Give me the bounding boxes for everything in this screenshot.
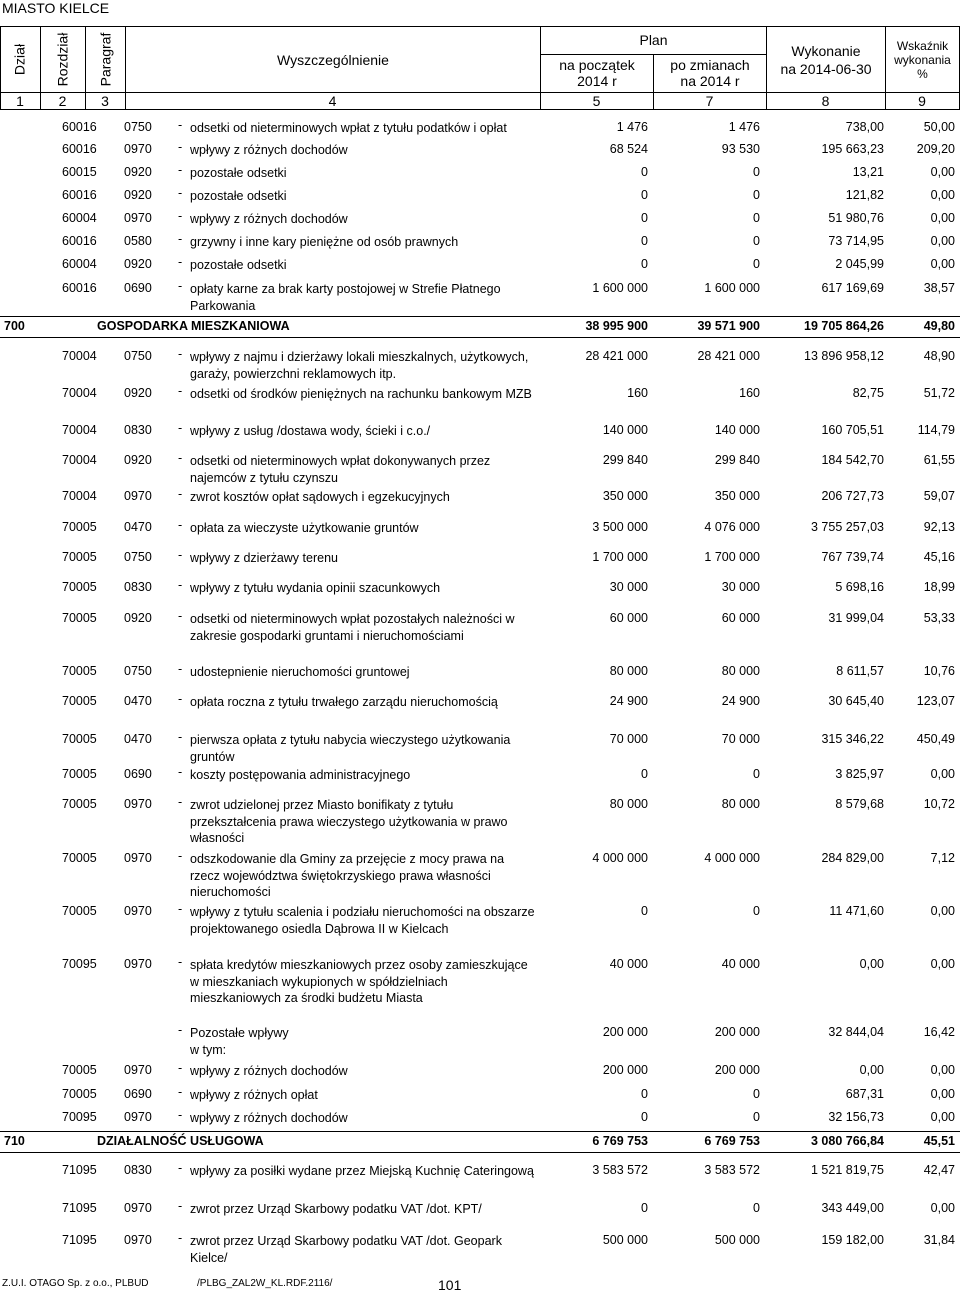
plan-cell: 0 (641, 257, 648, 271)
plan-cell: 4 000 000 (592, 851, 648, 865)
plan-cell: 0 (641, 234, 648, 248)
plan-after-changes-cell: 80 000 (721, 797, 760, 811)
plan-after-changes-cell: 0 (753, 767, 760, 781)
rozdzial-cell: 70005 (62, 550, 97, 564)
description-cell: udostepnienie nieruchomości gruntowej (190, 665, 410, 679)
ratio-cell: 123,07 (916, 694, 955, 708)
description-cell: wpływy z różnych dochodów (190, 1111, 348, 1125)
description-cell: wpływy za posiłki wydane przez Miejską Kuchnię Cateringową (190, 1164, 534, 1178)
dash-marker: - (178, 451, 183, 465)
description-cell: wpływy z najmu i dzierżawy lokali mieszkalnych, użytkowych, garaży, powierzchni reklamowych itp. (190, 350, 529, 381)
page-number: 101 (438, 1277, 462, 1293)
dash-marker: - (178, 1161, 183, 1175)
rozdzial-cell: 60004 (62, 257, 97, 271)
paragraf-cell: 0750 (124, 664, 152, 678)
ratio-cell: 0,00 (930, 1110, 955, 1124)
section-rule (0, 337, 960, 338)
execution-cell: 0,00 (859, 957, 884, 971)
dash-marker: - (178, 849, 183, 863)
paragraf-cell: 0920 (124, 257, 152, 271)
execution-cell: 31 999,04 (828, 611, 884, 625)
plan-after-changes-cell: 1 600 000 (704, 281, 760, 295)
description-cell: grzywny i inne kary pieniężne od osób prawnych (190, 235, 459, 249)
plan-after-changes-cell: 24 900 (721, 694, 760, 708)
rozdzial-cell: 60016 (62, 234, 97, 248)
ratio-cell: 0,00 (930, 1087, 955, 1101)
execution-cell: 343 449,00 (821, 1201, 884, 1215)
execution-cell: 206 727,73 (821, 489, 884, 503)
plan-cell: 0 (641, 767, 648, 781)
plan-cell: 3 500 000 (592, 520, 648, 534)
rozdzial-cell: 60016 (62, 281, 97, 295)
description-cell: pozostałe odsetki (190, 258, 287, 272)
plan-after-changes-cell: 4 000 000 (704, 851, 760, 865)
ratio-cell: 0,00 (930, 211, 955, 225)
document-title: MIASTO KIELCE (2, 0, 110, 16)
execution-cell: 160 705,51 (821, 423, 884, 437)
ratio-cell: 209,20 (916, 142, 955, 156)
rozdzial-cell: 70095 (62, 1110, 97, 1124)
paragraf-cell: 0470 (124, 694, 152, 708)
dash-marker: - (178, 163, 183, 177)
plan-after-changes-cell: 70 000 (721, 732, 760, 746)
plan-after-changes-cell: 200 000 (714, 1025, 760, 1039)
header-wskaznik-3: % (917, 67, 928, 81)
execution-cell: 5 698,16 (835, 580, 884, 594)
execution-cell: 2 045,99 (835, 257, 884, 271)
execution-cell: 8 611,57 (836, 664, 884, 678)
plan-after-changes-cell: 6 769 753 (704, 1134, 760, 1148)
header-wykonanie: Wykonanie (791, 43, 861, 59)
plan-cell: 160 (627, 386, 648, 400)
rozdzial-cell: 70005 (62, 1063, 97, 1077)
paragraf-cell: 0920 (124, 386, 152, 400)
execution-cell: 738,00 (845, 120, 884, 134)
dash-marker: - (178, 1023, 183, 1037)
description-cell: wpływy z różnych dochodów (190, 143, 348, 157)
plan-cell: 0 (641, 1201, 648, 1215)
execution-cell: 121,82 (845, 188, 884, 202)
header-na-poczatek: na początek (559, 57, 635, 73)
description-cell: wpływy z usług /dostawa wody, ścieki i c.o./ (190, 424, 431, 438)
dash-marker: - (178, 1085, 183, 1099)
rozdzial-cell: 60015 (62, 165, 97, 179)
rozdzial-cell: 71095 (62, 1163, 97, 1177)
ratio-cell: 45,51 (923, 1134, 955, 1148)
execution-cell: 767 739,74 (821, 550, 884, 564)
plan-cell: 28 421 000 (585, 349, 648, 363)
rozdzial-cell: 70005 (62, 767, 97, 781)
rozdzial-cell: 60016 (62, 142, 97, 156)
paragraf-cell: 0970 (124, 1201, 152, 1215)
ratio-cell: 38,57 (923, 281, 955, 295)
description-cell: odszkodowanie dla Gminy za przejęcie z mocy prawa na rzecz województwa świętokrzyskiego prawa własności nieruchomości (190, 852, 505, 899)
description-cell: zwrot udzielonej przez Miasto bonifikaty z tytułu przekształcenia prawa wieczystego użytkowania w prawo własności (190, 798, 508, 845)
description-cell: opłaty karne za brak karty postojowej w Strefie Płatnego Parkowania (190, 282, 501, 313)
execution-cell: 51 980,76 (828, 211, 884, 225)
plan-after-changes-cell: 140 000 (714, 423, 760, 437)
dash-marker: - (178, 902, 183, 916)
plan-cell: 0 (641, 904, 648, 918)
description-cell: odsetki od środków pieniężnych na rachunku bankowym MZB (190, 387, 532, 401)
plan-cell: 200 000 (602, 1025, 648, 1039)
rozdzial-cell: 60016 (62, 188, 97, 202)
header-wskaznik-2: wykonania (894, 53, 951, 67)
ratio-cell: 0,00 (930, 1201, 955, 1215)
paragraf-cell: 0970 (124, 1110, 152, 1124)
paragraf-cell: 0830 (124, 1163, 152, 1177)
rozdzial-cell: 70004 (62, 423, 97, 437)
rozdzial-cell: 71095 (62, 1233, 97, 1247)
execution-cell: 617 169,69 (821, 281, 884, 295)
plan-cell: 200 000 (602, 1063, 648, 1077)
ratio-cell: 7,12 (930, 851, 955, 865)
dash-marker: - (178, 384, 183, 398)
paragraf-cell: 0970 (124, 904, 152, 918)
ratio-cell: 49,80 (923, 319, 955, 333)
ratio-cell: 45,16 (923, 550, 955, 564)
ratio-cell: 16,42 (923, 1025, 955, 1039)
plan-after-changes-cell: 3 583 572 (704, 1163, 760, 1177)
ratio-cell: 50,00 (923, 120, 955, 134)
dash-marker: - (178, 1231, 183, 1245)
description-cell: wpływy z różnych dochodów (190, 212, 348, 226)
paragraf-cell: 0830 (124, 580, 152, 594)
plan-cell: 68 524 (609, 142, 648, 156)
dash-marker: - (178, 955, 183, 969)
plan-after-changes-cell: 160 (739, 386, 760, 400)
rozdzial-cell: 70005 (62, 664, 97, 678)
plan-after-changes-cell: 0 (753, 165, 760, 179)
plan-after-changes-cell: 0 (753, 1201, 760, 1215)
execution-cell: 13,21 (852, 165, 884, 179)
dash-marker: - (178, 1061, 183, 1075)
ratio-cell: 0,00 (930, 767, 955, 781)
table-header (0, 26, 960, 109)
header-rozdzial: Rozdział (54, 32, 71, 87)
paragraf-cell: 0970 (124, 957, 152, 971)
dash-marker: - (178, 1108, 183, 1122)
plan-cell: 500 000 (602, 1233, 648, 1247)
description-cell: zwrot przez Urząd Skarbowy podatku VAT /dot. Geopark Kielce/ (190, 1234, 502, 1265)
plan-after-changes-cell: 0 (753, 1110, 760, 1124)
rozdzial-cell: 70005 (62, 580, 97, 594)
paragraf-cell: 0970 (124, 851, 152, 865)
description-cell: zwrot kosztów opłat sądowych i egzekucyjnych (190, 490, 450, 504)
dash-marker: - (178, 765, 183, 779)
dash-marker: - (178, 795, 183, 809)
header-paragraf: Paragraf (97, 32, 114, 87)
paragraf-cell: 0920 (124, 611, 152, 625)
execution-cell: 32 156,73 (828, 1110, 884, 1124)
plan-after-changes-cell: 299 840 (714, 453, 760, 467)
plan-cell: 24 900 (609, 694, 648, 708)
footer-mid: /PLBG_ZAL2W_KL.RDF.2116/ (197, 1278, 333, 1289)
col-number: 1 (16, 93, 24, 109)
description-cell: opłata za wieczyste użytkowanie gruntów (190, 521, 419, 535)
header-po-zmianach-rok: na 2014 r (680, 73, 740, 89)
paragraf-cell: 0970 (124, 142, 152, 156)
ratio-cell: 31,84 (923, 1233, 955, 1247)
rozdzial-cell: 70005 (62, 694, 97, 708)
ratio-cell: 10,76 (923, 664, 955, 678)
dash-marker: - (178, 487, 183, 501)
plan-after-changes-cell: 0 (753, 257, 760, 271)
rozdzial-cell: 70005 (62, 520, 97, 534)
col-number: 5 (592, 93, 601, 109)
execution-cell: 195 663,23 (821, 142, 884, 156)
plan-cell: 40 000 (609, 957, 648, 971)
plan-after-changes-cell: 28 421 000 (697, 349, 760, 363)
plan-cell: 80 000 (609, 797, 648, 811)
plan-cell: 0 (641, 1110, 648, 1124)
plan-after-changes-cell: 350 000 (714, 489, 760, 503)
plan-cell: 30 000 (609, 580, 648, 594)
execution-cell: 687,31 (845, 1087, 884, 1101)
description-cell: wpływy z tytułu wydania opinii szacunkowych (190, 581, 441, 595)
ratio-cell: 0,00 (930, 1063, 955, 1077)
rozdzial-cell: 70004 (62, 386, 97, 400)
rozdzial-cell: 70005 (62, 1087, 97, 1101)
paragraf-cell: 0920 (124, 188, 152, 202)
description-cell: wpływy z dzierżawy terenu (190, 551, 338, 565)
plan-cell: 350 000 (602, 489, 648, 503)
execution-cell: 0,00 (859, 1063, 884, 1077)
dzial-cell: 700 (4, 319, 25, 333)
dash-marker: - (178, 347, 183, 361)
col-number: 2 (58, 93, 67, 109)
plan-after-changes-cell: 60 000 (721, 611, 760, 625)
dash-marker: - (178, 279, 183, 293)
description-cell: Pozostałe wpływy w tym: (190, 1026, 289, 1057)
plan-after-changes-cell: 200 000 (714, 1063, 760, 1077)
execution-cell: 11 471,60 (829, 904, 884, 918)
ratio-cell: 10,72 (923, 797, 955, 811)
dash-marker: - (178, 662, 183, 676)
paragraf-cell: 0920 (124, 453, 152, 467)
section-name-cell: GOSPODARKA MIESZKANIOWA (97, 319, 290, 333)
dzial-cell: 710 (4, 1134, 25, 1148)
description-cell: pozostałe odsetki (190, 189, 287, 203)
plan-cell: 80 000 (609, 664, 648, 678)
execution-cell: 30 645,40 (828, 694, 884, 708)
col-number: 9 (918, 93, 926, 109)
plan-after-changes-cell: 40 000 (721, 957, 760, 971)
plan-after-changes-cell: 93 530 (721, 142, 760, 156)
paragraf-cell: 0970 (124, 1063, 152, 1077)
dash-marker: - (178, 118, 183, 132)
plan-after-changes-cell: 0 (753, 234, 760, 248)
execution-cell: 13 896 958,12 (804, 349, 884, 363)
description-cell: odsetki od nieterminowych wpłat dokonywanych przez najemców z tytułu czynszu (190, 454, 491, 485)
paragraf-cell: 0470 (124, 520, 152, 534)
dash-marker: - (178, 548, 183, 562)
execution-cell: 73 714,95 (828, 234, 884, 248)
description-cell: wpływy z tytułu scalenia i podziału nieruchomości na obszarze projektowanego osiedla Dąbrowa II w Kielcach (190, 905, 535, 936)
plan-cell: 60 000 (609, 611, 648, 625)
ratio-cell: 18,99 (923, 580, 955, 594)
paragraf-cell: 0830 (124, 423, 152, 437)
ratio-cell: 0,00 (930, 188, 955, 202)
description-cell: odsetki od nieterminowych wpłat pozostałych należności w zakresie gospodarki gruntami i nieruchomościami (190, 612, 515, 643)
rozdzial-cell: 70005 (62, 851, 97, 865)
plan-after-changes-cell: 0 (753, 904, 760, 918)
rozdzial-cell: 70005 (62, 797, 97, 811)
description-cell: wpływy z różnych opłat (190, 1088, 318, 1102)
paragraf-cell: 0690 (124, 281, 152, 295)
ratio-cell: 0,00 (930, 257, 955, 271)
paragraf-cell: 0750 (124, 120, 152, 134)
plan-cell: 38 995 900 (585, 319, 648, 333)
plan-cell: 140 000 (602, 423, 648, 437)
description-cell: odsetki od nieterminowych wpłat z tytułu podatków i opłat (190, 121, 507, 135)
plan-cell: 0 (641, 188, 648, 202)
ratio-cell: 0,00 (930, 234, 955, 248)
paragraf-cell: 0970 (124, 489, 152, 503)
rozdzial-cell: 70004 (62, 489, 97, 503)
execution-cell: 315 346,22 (821, 732, 884, 746)
description-cell: koszty postępowania administracyjnego (190, 768, 411, 782)
header-plan: Plan (639, 32, 668, 48)
plan-cell: 1 600 000 (592, 281, 648, 295)
description-cell: opłata roczna z tytułu trwałego zarządu nieruchomością (190, 695, 498, 709)
dash-marker: - (178, 186, 183, 200)
paragraf-cell: 0470 (124, 732, 152, 746)
dash-marker: - (178, 421, 183, 435)
dash-marker: - (178, 140, 183, 154)
rozdzial-cell: 70095 (62, 957, 97, 971)
dash-marker: - (178, 255, 183, 269)
dash-marker: - (178, 209, 183, 223)
rozdzial-cell: 70005 (62, 732, 97, 746)
section-rule (0, 1131, 960, 1132)
plan-cell: 0 (641, 211, 648, 225)
paragraf-cell: 0970 (124, 211, 152, 225)
execution-cell: 8 579,68 (835, 797, 884, 811)
dash-marker: - (178, 692, 183, 706)
header-top-rule (0, 26, 960, 27)
ratio-cell: 53,33 (923, 611, 955, 625)
paragraf-cell: 0920 (124, 165, 152, 179)
section-rule (0, 1152, 960, 1153)
plan-after-changes-cell: 500 000 (714, 1233, 760, 1247)
plan-cell: 1 476 (616, 120, 648, 134)
plan-after-changes-cell: 4 076 000 (704, 520, 760, 534)
header-wskaznik: Wskaźnik (896, 39, 949, 53)
dash-marker: - (178, 609, 183, 623)
plan-after-changes-cell: 0 (753, 211, 760, 225)
header-po-zmianach: po zmianach (670, 57, 750, 73)
execution-cell: 32 844,04 (828, 1025, 884, 1039)
ratio-cell: 0,00 (930, 904, 955, 918)
rozdzial-cell: 60016 (62, 120, 97, 134)
execution-cell: 19 705 864,26 (804, 319, 884, 333)
ratio-cell: 59,07 (923, 489, 955, 503)
plan-cell: 0 (641, 1087, 648, 1101)
plan-cell: 6 769 753 (592, 1134, 648, 1148)
rozdzial-cell: 70004 (62, 349, 97, 363)
paragraf-cell: 0580 (124, 234, 152, 248)
plan-after-changes-cell: 0 (753, 188, 760, 202)
ratio-cell: 48,90 (923, 349, 955, 363)
dash-marker: - (178, 1199, 183, 1213)
paragraf-cell: 0690 (124, 767, 152, 781)
section-name-cell: DZIAŁALNOŚĆ USŁUGOWA (97, 1134, 264, 1148)
header-na-poczatek-rok: 2014 r (577, 73, 617, 89)
col-number: 3 (101, 93, 109, 109)
plan-after-changes-cell: 1 700 000 (704, 550, 760, 564)
execution-cell: 284 829,00 (821, 851, 884, 865)
plan-after-changes-cell: 1 476 (728, 120, 760, 134)
description-cell: spłata kredytów mieszkaniowych przez osoby zamieszkujące w mieszkaniach wykupionych w spółdzielniach mieszkaniowych za środki budżetu Miasta (190, 958, 528, 1005)
ratio-cell: 114,79 (917, 423, 955, 437)
execution-cell: 1 521 819,75 (811, 1163, 884, 1177)
execution-cell: 82,75 (852, 386, 884, 400)
paragraf-cell: 0690 (124, 1087, 152, 1101)
dash-marker: - (178, 730, 183, 744)
ratio-cell: 450,49 (916, 732, 955, 746)
execution-cell: 3 755 257,03 (811, 520, 884, 534)
plan-after-changes-cell: 39 571 900 (697, 319, 760, 333)
execution-cell: 184 542,70 (821, 453, 884, 467)
paragraf-cell: 0970 (124, 797, 152, 811)
col-number: 4 (328, 93, 337, 109)
ratio-cell: 0,00 (930, 957, 955, 971)
col-number: 7 (705, 93, 714, 109)
plan-after-changes-cell: 0 (753, 1087, 760, 1101)
header-wyszczegolnienie: Wyszczególnienie (277, 52, 389, 68)
col-number: 8 (821, 93, 830, 109)
description-cell: pozostałe odsetki (190, 166, 287, 180)
section-rule (0, 316, 960, 317)
footer-left: Z.U.I. OTAGO Sp. z o.o., PLBUD (2, 1278, 149, 1289)
plan-cell: 0 (641, 165, 648, 179)
rozdzial-cell: 60004 (62, 211, 97, 225)
ratio-cell: 51,72 (923, 386, 955, 400)
description-cell: wpływy z różnych dochodów (190, 1064, 348, 1078)
execution-cell: 3 080 766,84 (811, 1134, 884, 1148)
paragraf-cell: 0750 (124, 349, 152, 363)
ratio-cell: 42,47 (923, 1163, 955, 1177)
plan-after-changes-cell: 30 000 (721, 580, 760, 594)
paragraf-cell: 0970 (124, 1233, 152, 1247)
execution-cell: 159 182,00 (821, 1233, 884, 1247)
rozdzial-cell: 70005 (62, 611, 97, 625)
plan-cell: 1 700 000 (592, 550, 648, 564)
ratio-cell: 61,55 (923, 453, 955, 467)
header-wykonanie-data: na 2014-06-30 (780, 61, 872, 77)
dash-marker: - (178, 232, 183, 246)
rozdzial-cell: 70004 (62, 453, 97, 467)
plan-cell: 70 000 (609, 732, 648, 746)
ratio-cell: 92,13 (923, 520, 955, 534)
rozdzial-cell: 70005 (62, 904, 97, 918)
description-cell: zwrot przez Urząd Skarbowy podatku VAT /dot. KPT/ (190, 1202, 482, 1216)
rozdzial-cell: 71095 (62, 1201, 97, 1215)
plan-cell: 3 583 572 (592, 1163, 648, 1177)
dash-marker: - (178, 518, 183, 532)
ratio-cell: 0,00 (930, 165, 955, 179)
header-dzial: Dział (11, 43, 28, 76)
dash-marker: - (178, 578, 183, 592)
plan-cell: 299 840 (602, 453, 648, 467)
description-cell: pierwsza opłata z tytułu nabycia wieczystego użytkowania gruntów (190, 733, 511, 764)
execution-cell: 3 825,97 (835, 767, 884, 781)
plan-after-changes-cell: 80 000 (721, 664, 760, 678)
paragraf-cell: 0750 (124, 550, 152, 564)
